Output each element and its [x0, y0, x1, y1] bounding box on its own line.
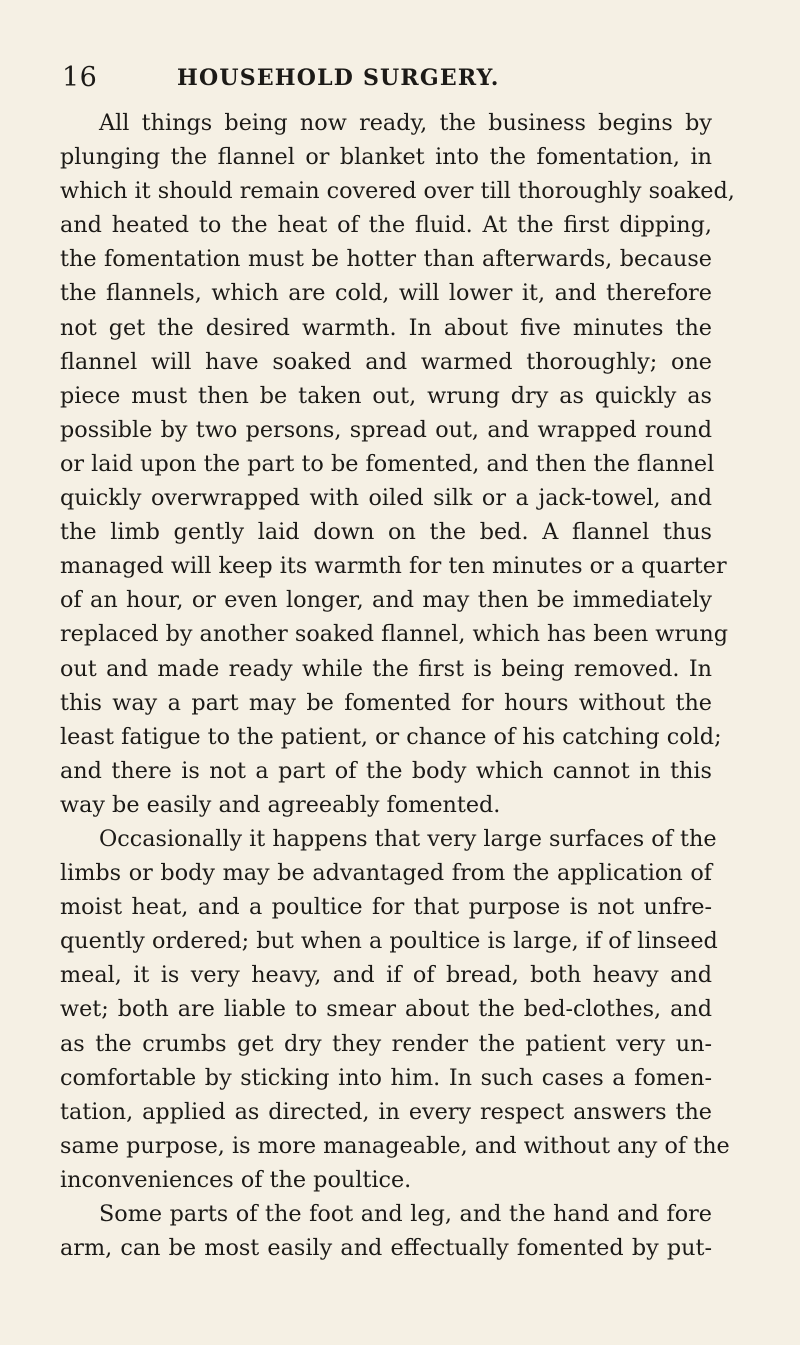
- text-line: piece must then be taken out, wrung dry as quickly as: [60, 382, 712, 409]
- page-number: 16: [62, 62, 98, 93]
- text-line: possible by two persons, spread out, and wrapped round: [60, 416, 712, 443]
- text-line: and there is not a part of the body which cannot in this: [60, 757, 712, 784]
- text-line: way be easily and agreeably fomented.: [60, 791, 501, 818]
- text-line: meal, it is very heavy, and if of bread, both heavy and: [60, 962, 712, 989]
- text-line: quently ordered; but when a poultice is large, if of linseed: [60, 928, 718, 955]
- text-line: of an hour, or even longer, and may then be immediately: [60, 587, 712, 614]
- text-line: this way a part may be fomented for hours without the: [60, 689, 712, 716]
- text-line: managed will keep its warmth for ten minutes or a quarter: [60, 553, 727, 580]
- text-line: the limb gently laid down on the bed. A flannel thus: [60, 519, 712, 546]
- text-line: All things being now ready, the business begins by: [99, 110, 712, 136]
- text-line: comfortable by sticking into him. In such cases a fomen-: [60, 1064, 712, 1091]
- text-line: arm, can be most easily and effectually fomented by put-: [60, 1235, 712, 1262]
- text-line: same purpose, is more manageable, and without any of the: [60, 1132, 730, 1159]
- page-header: [62, 62, 712, 96]
- text-line: or laid upon the part to be fomented, and then the flannel: [60, 450, 715, 477]
- text-line: which it should remain covered over till thoroughly soaked,: [60, 178, 735, 205]
- text-line: and heated to the heat of the fluid. At the first dipping,: [60, 212, 712, 239]
- text-line: flannel will have soaked and warmed thoroughly; one: [60, 348, 712, 375]
- running-head: HOUSEHOLD SURGERY.: [177, 65, 500, 91]
- text-line: as the crumbs get dry they render the patient very un-: [60, 1030, 712, 1057]
- body-text: [60, 106, 735, 1265]
- text-line: limbs or body may be advantaged from the application of: [60, 860, 712, 887]
- text-line: wet; both are liable to smear about the bed-clothes, and: [60, 996, 712, 1023]
- text-line: inconveniences of the poultice.: [60, 1166, 412, 1193]
- text-line: out and made ready while the first is being removed. In: [60, 655, 712, 682]
- text-line: not get the desired warmth. In about five minutes the: [60, 314, 712, 341]
- text-line: Occasionally it happens that very large surfaces of the: [99, 825, 717, 852]
- text-line: replaced by another soaked flannel, which has been wrung: [60, 621, 729, 648]
- text-line: quickly overwrapped with oiled silk or a jack-towel, and: [60, 485, 712, 512]
- text-line: the fomentation must be hotter than afterwards, because: [60, 246, 712, 273]
- text-line: the flannels, which are cold, will lower it, and therefore: [60, 280, 712, 307]
- text-line: moist heat, and a poultice for that purpose is not unfre-: [60, 894, 712, 921]
- text-line: least fatigue to the patient, or chance of his catching cold;: [60, 723, 722, 750]
- text-line: plunging the flannel or blanket into the fomentation, in: [60, 144, 712, 171]
- text-line: tation, applied as directed, in every respect answers the: [60, 1098, 712, 1125]
- text-line: Some parts of the foot and leg, and the hand and fore: [99, 1201, 712, 1227]
